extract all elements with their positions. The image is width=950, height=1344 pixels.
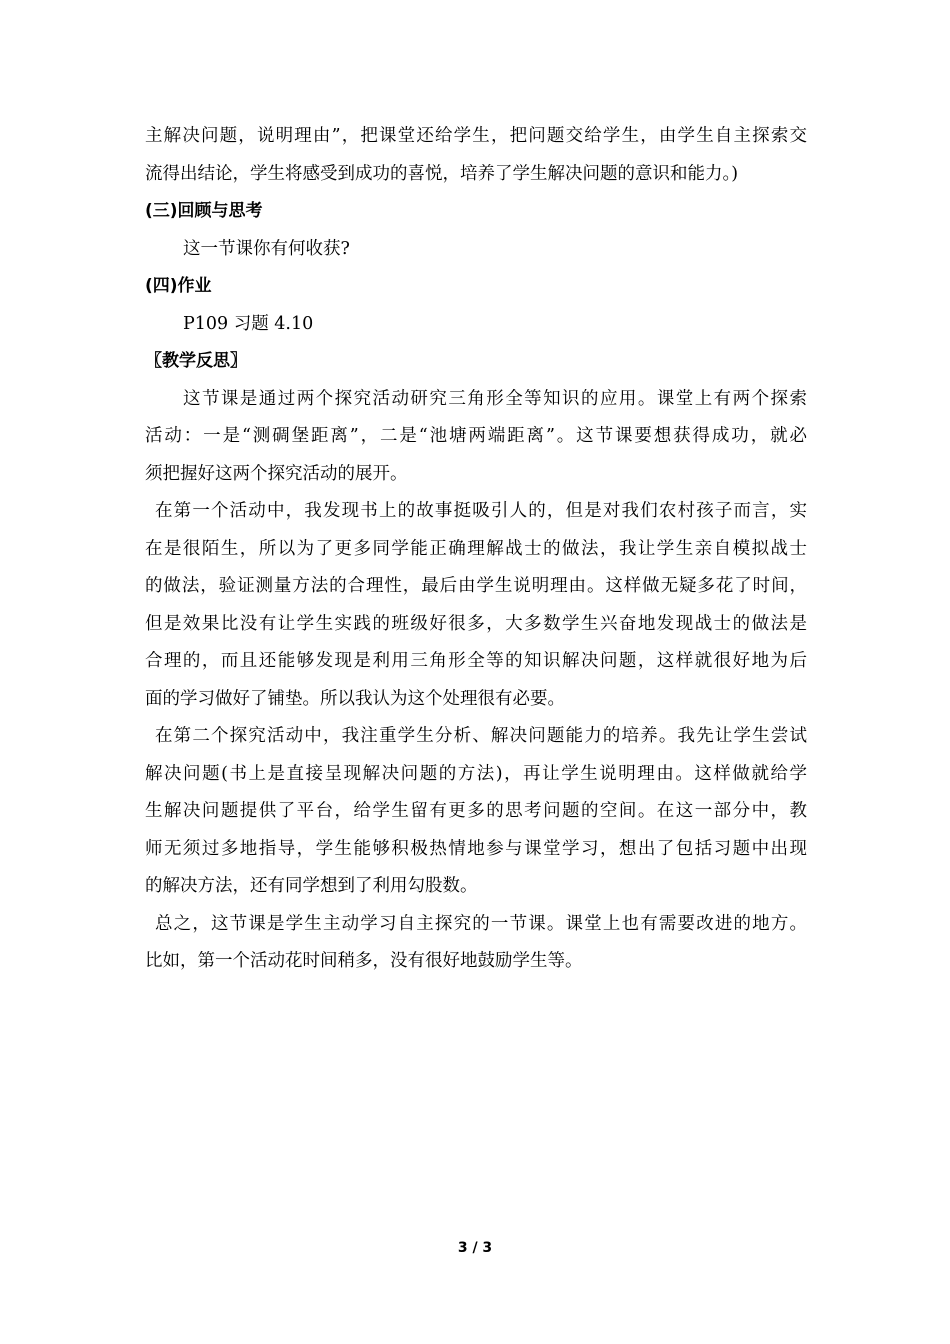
section-heading-homework: (四)作业 — [145, 276, 212, 296]
text-line: 师无须过多地指导，学生能够积极热情地参与课堂学习，想出了包括习题中出现 — [145, 838, 807, 859]
reflection-paragraph-1 — [145, 381, 807, 494]
text-line: 主解决问题，说明理由”，把课堂还给学生，把问题交给学生，由学生自主探索交 — [145, 126, 807, 146]
text-line: 总之，这节课是学生主动学习自主探究的一节课。课堂上也有需要改进的地方。 — [155, 913, 807, 934]
text-line: 解决问题(书上是直接呈现解决问题的方法)，再让学生说明理由。这样做就给学 — [145, 763, 807, 784]
text-line: 在第二个探究活动中，我注重学生分析、解决问题能力的培养。我先让学生尝试 — [155, 726, 807, 746]
text-line: 须把握好这两个探究活动的展开。 — [145, 463, 408, 484]
page-number: 3 / 3 — [457, 1240, 493, 1256]
reflection-paragraph-2 — [145, 493, 807, 718]
text-line: 面的学习做好了铺垫。所以我认为这个处理很有必要。 — [145, 688, 565, 709]
reflection-paragraph-3 — [145, 718, 807, 906]
text-line: 在第一个活动中，我发现书上的故事挺吸引人的，但是对我们农村孩子而言，实 — [155, 501, 807, 521]
text-line: 但是效果比没有让学生实践的班级好很多，大多数学生兴奋地发现战士的做法是 — [145, 613, 807, 634]
section-heading-review: (三)回顾与思考 — [145, 201, 263, 221]
text-line: 比如，第一个活动花时间稍多，没有很好地鼓励学生等。 — [145, 951, 583, 971]
document-body — [145, 118, 807, 981]
text-line: 流得出结论，学生将感受到成功的喜悦，培养了学生解决问题的意识和能力。) — [145, 163, 739, 184]
reflection-paragraph-4 — [145, 906, 807, 981]
text-line: 合理的，而且还能够发现是利用三角形全等的知识解决问题，这样就很好地为后 — [145, 651, 807, 671]
text-line: 在是很陌生，所以为了更多同学能正确理解战士的做法，我让学生亲自模拟战士 — [145, 538, 807, 559]
text-line: 的解决方法，还有同学想到了利用勾股数。 — [145, 876, 478, 896]
text-line: 这节课是通过两个探究活动研究三角形全等知识的应用。课堂上有两个探索 — [183, 388, 807, 409]
text-line: 这一节课你有何收获? — [183, 238, 350, 259]
intro-paragraph — [145, 118, 807, 193]
text-line: P109 习题 4.10 — [183, 313, 314, 334]
section-heading-reflection: 〖教学反思〗 — [145, 351, 247, 371]
text-line: 活动：一是“测碉堡距离”，二是“池塘两端距离”。这节课要想获得成功，就必 — [145, 426, 807, 446]
text-line: 的做法，验证测量方法的合理性，最后由学生说明理由。这样做无疑多花了时间， — [145, 576, 807, 596]
text-line: 生解决问题提供了平台，给学生留有更多的思考问题的空间。在这一部分中，教 — [145, 801, 807, 821]
